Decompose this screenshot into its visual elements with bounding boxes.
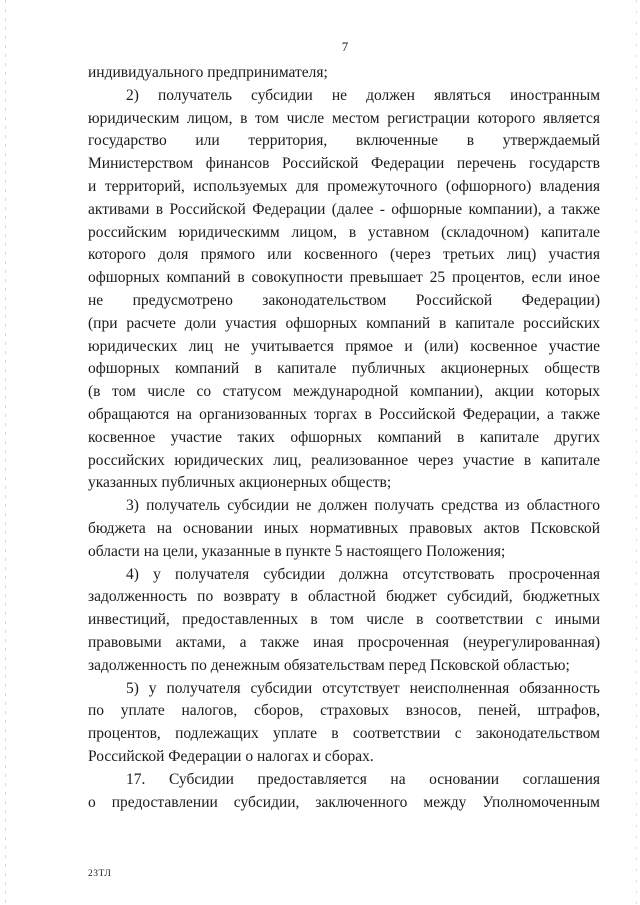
text-line: российским юридическимм лицом, в уставном (складочном) капитале [88, 223, 600, 241]
text-line: 2) получатель субсидии не должен являться иностранным [126, 86, 600, 104]
text-line: задолженность по денежным обязательствам перед Псковской областью; [88, 656, 570, 674]
text-line: (при расчете доли участия офшорных компаний в капитале российских [88, 314, 600, 332]
text-line: государство или территория, включенные в утверждаемый [88, 132, 600, 150]
text-line: активами в Российской Федерации (далее - офшорные компании), а также [88, 200, 600, 218]
text-line: по уплате налогов, сборов, страховых взносов, пеней, штрафов, [88, 702, 600, 720]
text-line: юридических лиц не учитывается прямое и (или) косвенное участие [88, 337, 600, 355]
scan-edge-right [636, 0, 637, 905]
text-line: 5) у получателя субсидии отсутствует неисполненная обязанность [126, 679, 600, 697]
text-line: Российской Федерации о налогах и сборах. [88, 747, 374, 765]
text-line: области на цели, указанные в пункте 5 настоящего Положения; [88, 542, 506, 560]
text-line: не предусмотрено законодательством Российской Федерации) [88, 291, 600, 309]
text-line: процентов, подлежащих уплате в соответствии с законодательством [88, 725, 600, 743]
scan-edge-left [5, 0, 6, 905]
text-line: 4) у получателя субсидии должна отсутствовать просроченная [126, 565, 600, 583]
page-number: 7 [341, 39, 349, 54]
text-line: офшорных компаний в совокупности превышает 25 процентов, если иное [88, 269, 600, 287]
text-line: Министерством финансов Российской Федерации перечень государств [88, 155, 600, 173]
document-code: 23ТЛ [88, 869, 112, 879]
text-line: юридическим лицом, в том числе местом регистрации которого является [88, 109, 600, 127]
text-line: офшорных компаний в капитале публичных акционерных обществ [88, 360, 600, 378]
text-line: бюджета на основании иных нормативных правовых актов Псковской [88, 519, 600, 537]
text-line: 17. Субсидии предоставляется на основании соглашения [126, 770, 600, 788]
text-line: обращаются на организованных торгах в Российской Федерации, а также [88, 405, 600, 423]
text-line: задолженность по возврату в областной бюджет субсидий, бюджетных [88, 588, 600, 606]
text-line: инвестиций, предоставленных в том числе в соответствии с иными [88, 611, 600, 629]
text-line: и территорий, используемых для промежуточного (офшорного) владения [88, 177, 600, 195]
document-body [88, 62, 600, 814]
text-line: российских юридических лиц, реализованное через участие в капитале [88, 451, 600, 469]
text-line: правовыми актами, а также иная просроченная (неурегулированная) [88, 633, 600, 651]
text-line: о предоставлении субсидии, заключенного между Уполномоченным [88, 793, 600, 811]
text-line: (в том числе со статусом международной компании), акции которых [88, 383, 600, 401]
text-line: 3) получатель субсидии не должен получать средства из областного [126, 497, 600, 515]
text-line: косвенное участие таких офшорных компаний в капитале других [88, 428, 600, 446]
text-line: которого доля прямого или косвенного (через третьих лиц) участия [88, 246, 600, 264]
text-line: индивидуального предпринимателя; [88, 64, 328, 81]
text-line: указанных публичных акционерных обществ; [88, 474, 392, 492]
